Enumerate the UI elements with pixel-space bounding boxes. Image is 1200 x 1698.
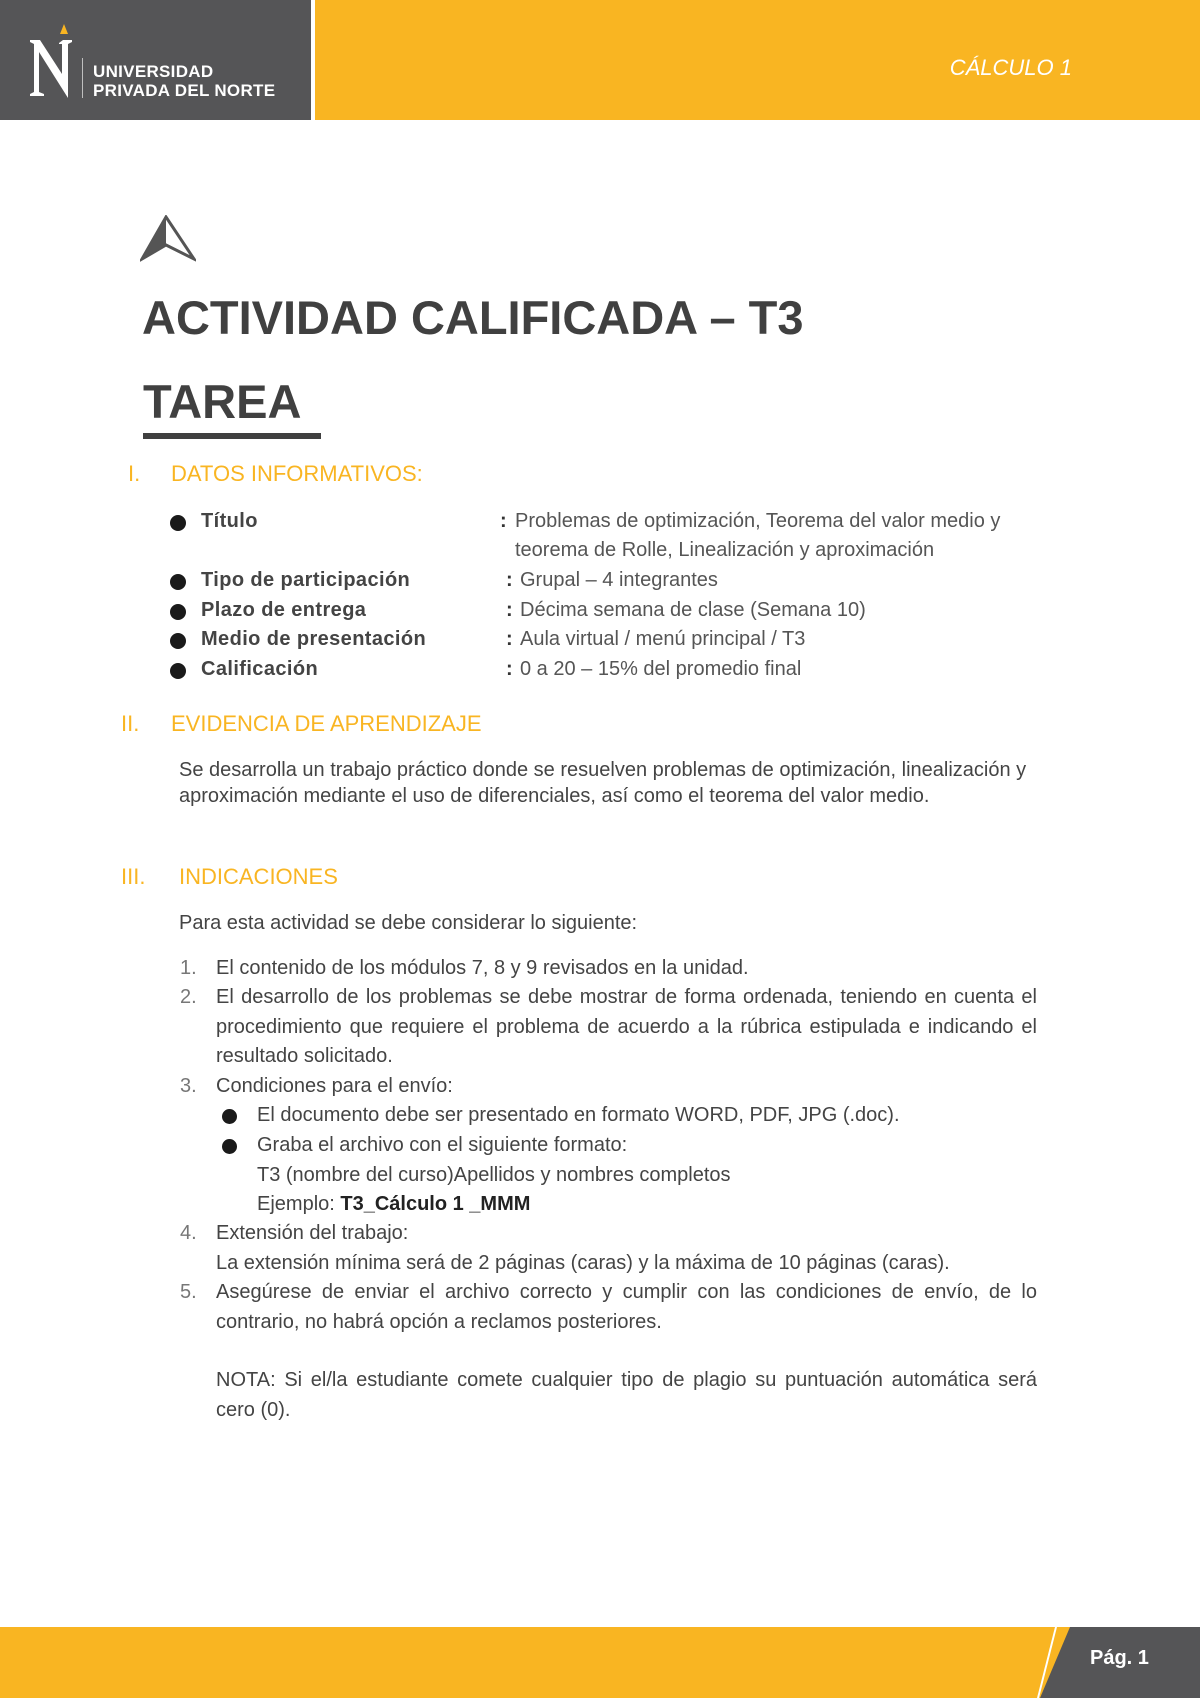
list-text-cont: La extensión mínima será de 2 páginas (caras) y la máxima de 10 páginas (caras). — [216, 1251, 950, 1274]
colon: : — [506, 658, 513, 680]
info-value: 0 a 20 – 15% del promedio final — [520, 658, 802, 680]
list-text: Condiciones para el envío: — [216, 1075, 453, 1097]
colon: : — [506, 628, 513, 650]
info-value: Décima semana de clase (Semana 10) — [520, 599, 866, 621]
condition-text: El documento debe ser presentado en formato WORD, PDF, JPG (.doc). — [257, 1104, 900, 1126]
section-number: II. — [121, 711, 140, 736]
info-value: Grupal – 4 integrantes — [520, 569, 718, 591]
arrow-logo-icon — [140, 215, 196, 263]
info-value: Aula virtual / menú principal / T3 — [520, 628, 806, 650]
list-number: 1. — [180, 957, 197, 979]
info-label: Medio de presentación — [201, 628, 427, 650]
bullet-icon — [170, 663, 186, 679]
section-number: III. — [121, 864, 146, 889]
info-label: Tipo de participación — [201, 569, 411, 591]
bullet-icon — [170, 633, 186, 649]
list-number: 5. — [180, 1281, 197, 1303]
list-number: 3. — [180, 1075, 197, 1097]
section-title: EVIDENCIA DE APRENDIZAJE — [171, 711, 482, 736]
bullet-icon — [170, 604, 186, 620]
indications-intro: Para esta actividad se debe considerar lo siguiente: — [179, 912, 638, 934]
bullet-icon — [170, 574, 186, 590]
colon: : — [500, 510, 507, 532]
note-text: NOTA: Si el/la estudiante comete cualquier tipo de plagio su puntuación automática será cero (0). — [216, 1369, 1037, 1421]
section-number: I. — [128, 461, 141, 486]
subtitle-underline — [143, 433, 321, 439]
example-label: Ejemplo: — [257, 1193, 341, 1215]
colon: : — [506, 599, 513, 621]
bullet-icon — [222, 1139, 237, 1154]
bullet-icon — [222, 1109, 237, 1124]
info-label: Título — [201, 510, 258, 532]
page-footer — [0, 1627, 1200, 1698]
colon: : — [506, 569, 513, 591]
example-value: T3_Cálculo 1 _MMM — [340, 1193, 531, 1215]
info-value-cont: teorema de Rolle, Linealización y aproximación — [515, 539, 935, 561]
university-logo — [0, 0, 315, 120]
info-label: Calificación — [201, 658, 319, 680]
page-subtitle: TAREA — [143, 375, 302, 428]
condition-example — [257, 1190, 530, 1220]
list-number: 2. — [180, 986, 197, 1008]
condition-text: Graba el archivo con el siguiente formato: — [257, 1134, 628, 1156]
logo-separator — [82, 58, 83, 98]
evidence-paragraph: Se desarrolla un trabajo práctico donde se resuelven problemas de optimización, linealización y aproximación mediante el uso de diferenciales, así como el teorema del valor medio. — [179, 759, 1027, 807]
info-value: Problemas de optimización, Teorema del valor medio y — [515, 510, 1001, 532]
section-title: DATOS INFORMATIVOS: — [171, 461, 423, 486]
logo-line-1: UNIVERSIDAD — [93, 62, 214, 81]
bullet-icon — [170, 515, 186, 531]
page-header — [0, 0, 1200, 120]
page-number: Pág. 1 — [1090, 1647, 1149, 1669]
logo-line-2: PRIVADA DEL NORTE — [93, 81, 276, 100]
list-text: El contenido de los módulos 7, 8 y 9 revisados en la unidad. — [216, 957, 749, 979]
course-name: CÁLCULO 1 — [949, 55, 1072, 80]
logo-n-icon — [28, 22, 78, 102]
list-text: El desarrollo de los problemas se debe mostrar de forma ordenada, teniendo en cuenta el procedimiento que requiere el problema de acuerdo a la rúbrica estipulada e indicando el resultado solicitado. — [216, 986, 1037, 1067]
logo-text — [93, 62, 275, 100]
list-number: 4. — [180, 1222, 197, 1244]
info-label: Plazo de entrega — [201, 599, 367, 621]
list-text: Asegúrese de enviar el archivo correcto y cumplir con las condiciones de envío, de lo contrario, no habrá opción a reclamos posteriores. — [216, 1281, 1037, 1333]
list-text: Extensión del trabajo: — [216, 1222, 409, 1244]
section-title: INDICACIONES — [179, 864, 338, 889]
condition-format: T3 (nombre del curso)Apellidos y nombres completos — [257, 1163, 731, 1186]
page-title: ACTIVIDAD CALIFICADA – T3 — [142, 291, 804, 344]
